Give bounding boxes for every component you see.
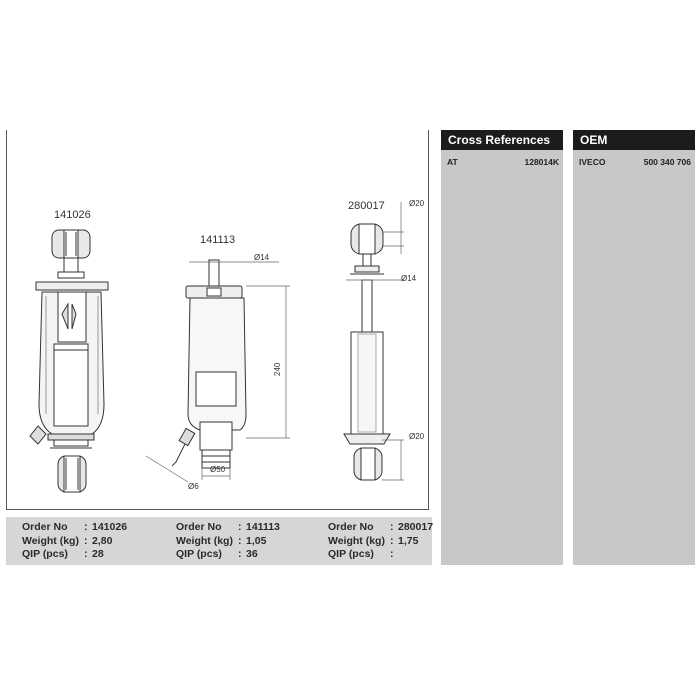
c-dim-pin: Ø6 <box>188 482 199 491</box>
oem-brand: IVECO <box>579 157 606 167</box>
c-dim-height: 240 <box>273 362 282 376</box>
oem-panel <box>573 130 695 565</box>
order-no-value: 141026 <box>92 521 128 533</box>
a-dim-top-eye: Ø20 <box>409 199 425 208</box>
qip-value: 28 <box>92 548 104 560</box>
c-dim-top: Ø14 <box>254 253 270 262</box>
weight-value: 1,75 <box>398 534 419 547</box>
a-dim-rod: Ø14 <box>401 274 417 283</box>
a-part-number: 280017 <box>348 200 385 212</box>
weight-value: 2,80 <box>92 534 113 547</box>
oem-title: OEM <box>573 130 695 150</box>
a-dim-bottom-eye: Ø20 <box>409 432 425 441</box>
technical-drawings <box>6 164 429 510</box>
cross-reference-brand: AT <box>447 157 458 167</box>
c-part-number: 141113 <box>200 234 236 246</box>
c-11026-drawing <box>146 234 290 491</box>
cross-reference-row <box>441 155 563 169</box>
a-11026-drawing <box>344 199 425 480</box>
spec-block-c: Order No : 141113 Weight (kg) : 1,05 QIP (pcs) : 36 <box>176 521 280 560</box>
order-no-value: 280017 <box>398 521 434 533</box>
spec-block-a: Order No : 280017 Weight (kg) : 1,75 QIP (pcs) : <box>328 521 434 560</box>
oem-number: 500 340 706 <box>643 157 691 167</box>
cross-references-panel <box>441 130 563 565</box>
ca-part-number: 141026 <box>54 209 91 221</box>
c-dim-bottom: Ø50 <box>210 465 226 474</box>
order-no-value: 141113 <box>246 521 280 533</box>
weight-value: 1,05 <box>246 534 267 547</box>
qip-value: 36 <box>246 548 258 560</box>
ca-11026-drawing <box>30 209 108 492</box>
cross-reference-number: 128014K <box>524 157 559 167</box>
specifications-strip <box>6 517 432 565</box>
oem-row <box>573 155 695 169</box>
cross-references-title: Cross References <box>441 130 563 150</box>
spec-block-ca: Order No : 141026 Weight (kg) : 2,80 QIP (pcs) : 28 <box>22 521 128 560</box>
